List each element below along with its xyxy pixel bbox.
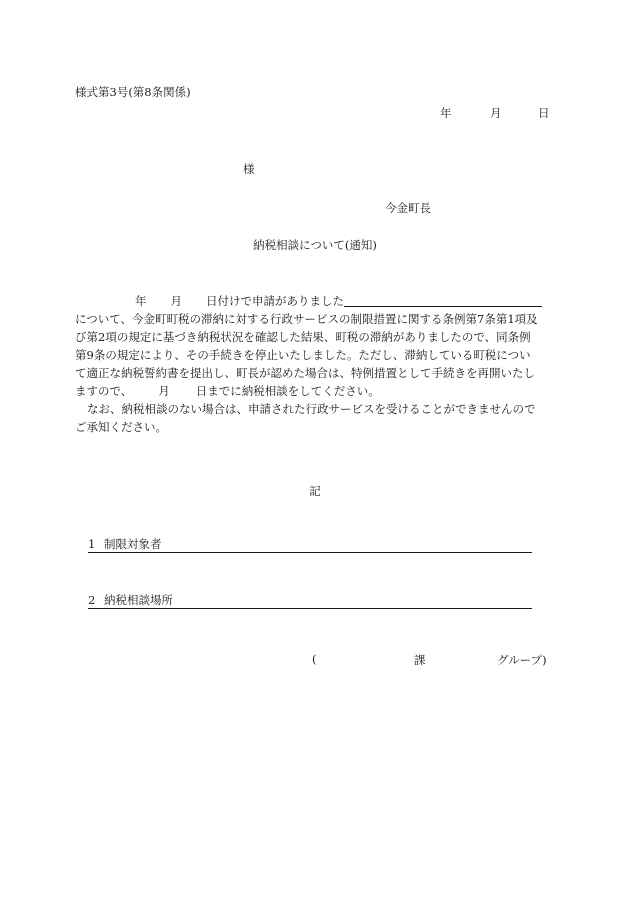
application-day-text: 日付けで申請がありました bbox=[206, 294, 344, 308]
date-year-label: 年 bbox=[440, 106, 452, 120]
body-line-7 bbox=[75, 400, 555, 418]
form-number-label: 様式第3号(第8条関係) bbox=[75, 85, 191, 99]
deadline-month-label: 月 bbox=[158, 384, 170, 398]
ki-heading: 記 bbox=[309, 484, 321, 498]
department-group-label: グループ) bbox=[497, 653, 547, 667]
body-line-3: び第2項の規定に基づき納税状況を確認した結果、町税の滞納がありましたので、同条例 bbox=[75, 330, 531, 344]
body-line-7-text: なお、納税相談のない場合は、申請された行政サービスを受けることができませんので bbox=[87, 402, 536, 416]
deadline-day-text: 日までに納税相談をしてください。 bbox=[195, 384, 380, 398]
item-number: 2 bbox=[88, 593, 96, 607]
department-field bbox=[312, 652, 552, 668]
date-day-label: 日 bbox=[538, 106, 550, 120]
document-title: 納税相談について(通知) bbox=[253, 238, 377, 252]
body-line-6-start: ますので、 bbox=[75, 384, 133, 398]
department-open-paren: ( bbox=[312, 652, 317, 666]
application-name-blank bbox=[344, 294, 542, 307]
date-month-label: 月 bbox=[490, 106, 502, 120]
item-label: 制限対象者 bbox=[104, 537, 162, 551]
body-line-6 bbox=[75, 382, 555, 400]
addressee-suffix: 様 bbox=[243, 162, 255, 176]
department-ka-label: 課 bbox=[414, 653, 426, 667]
item-label: 納税相談場所 bbox=[104, 593, 173, 607]
item-number: 1 bbox=[88, 537, 96, 551]
body-line-4: 第9条の規定により、その手続きを停止いたしました。ただし、滞納している町税につい bbox=[75, 348, 531, 362]
issuer-name: 今金町長 bbox=[385, 201, 431, 215]
body-line-2: について、今金町町税の滞納に対する行政サービスの制限措置に関する条例第7条第1項及 bbox=[75, 312, 538, 326]
body-line-8: ご承知ください。 bbox=[75, 420, 167, 434]
body-line-1 bbox=[75, 292, 555, 310]
application-month-label: 月 bbox=[170, 294, 182, 308]
notice-body bbox=[75, 292, 555, 436]
body-line-5: て適正な納税誓約書を提出し、町長が認めた場合は、特例措置として手続きを再開いたし bbox=[75, 366, 535, 380]
consultation-place-field bbox=[88, 592, 532, 609]
restricted-person-field bbox=[88, 536, 532, 553]
application-year-label: 年 bbox=[135, 294, 147, 308]
